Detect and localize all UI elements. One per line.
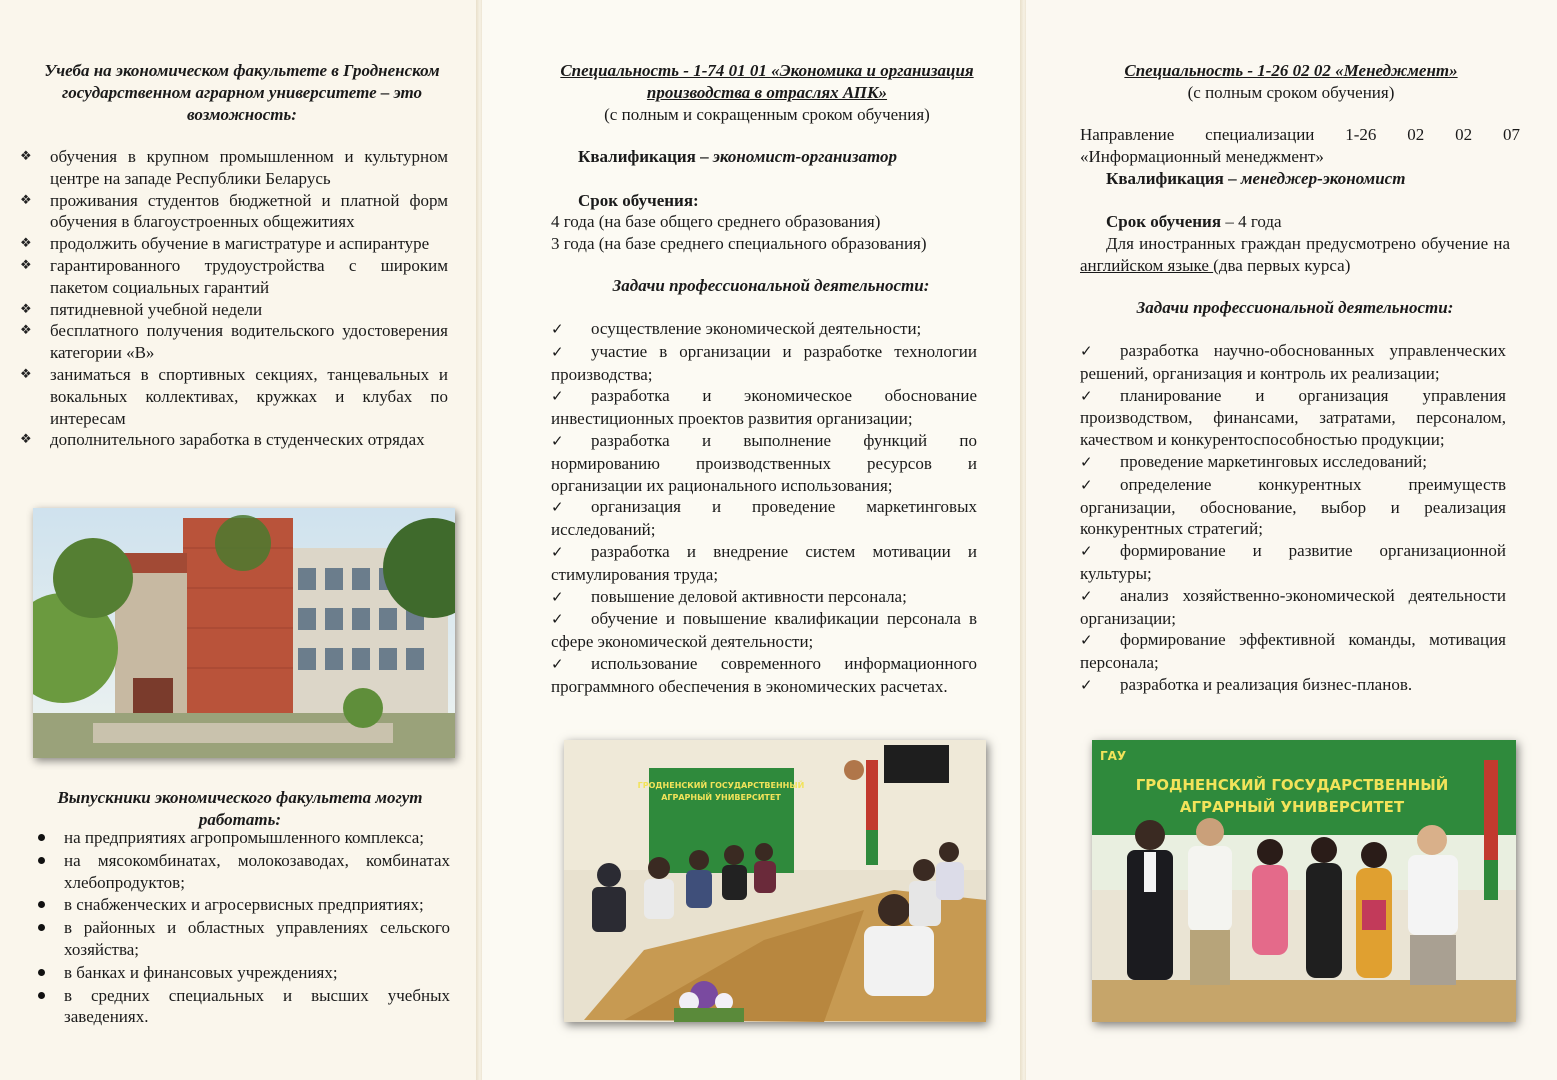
banner-text: АГРАРНЫЙ УНИВЕРСИТЕТ (661, 793, 781, 802)
list-item (16, 146, 448, 190)
list-item-text: на предприятиях агропромышленного комплекса; (64, 828, 424, 847)
dot-bullet-icon (38, 901, 45, 908)
diamond-bullet-icon: ❖ (20, 235, 32, 251)
checkmark-icon: ✓ (551, 387, 564, 406)
graduates-photo (1092, 740, 1516, 1022)
list-item-text: проведение маркетинговых исследований; (1120, 451, 1427, 471)
checkmark-icon: ✓ (1080, 586, 1093, 605)
list-item (30, 962, 450, 984)
checkmark-icon: ✓ (551, 342, 564, 361)
list-item (30, 985, 450, 1029)
diamond-bullet-icon: ❖ (20, 256, 32, 272)
qualification-economics (578, 146, 998, 168)
qualification-management (1106, 168, 1506, 190)
list-item (551, 318, 977, 341)
term-label: Срок обучения: (578, 191, 699, 210)
list-item-text: формирование эффективной команды, мотивация персонала; (1080, 630, 1506, 673)
banner-text: ГРОДНЕНСКИЙ ГОСУДАРСТВЕННЫЙ (1135, 776, 1449, 794)
list-item (30, 894, 450, 916)
graduates-heading: Выпускники экономического факультета могут работать: (57, 788, 423, 829)
list-item-text: в районных и областных управлениях сельского хозяйства; (64, 918, 450, 959)
qualification-dash: – (1223, 169, 1241, 188)
checkmark-icon: ✓ (551, 542, 564, 561)
list-item-text: заниматься в спортивных секциях, танцевальных и вокальных коллективах, кружках и клубах по интересам (50, 364, 448, 428)
list-item-text: в средних специальных и высших учебных заведениях. (64, 985, 450, 1027)
list-item (1080, 674, 1506, 697)
specialty-economics (552, 60, 982, 125)
list-item-text: гарантированного трудоустройства с широким пакетом социальных гарантий (50, 255, 448, 297)
checkmark-icon: ✓ (1080, 342, 1093, 360)
list-item (16, 190, 448, 234)
banner-corner-text: ГАУ (1100, 749, 1127, 763)
term-line: 3 года (на базе среднего специального образования) (551, 233, 927, 253)
term-line: 4 года (на базе общего среднего образования) (551, 212, 881, 231)
opportunities-list (16, 146, 448, 451)
list-item-text: использование современного информационного программного обеспечения в экономических расчетах. (551, 653, 977, 696)
list-item-text: участие в организации и разработке технологии производства; (551, 341, 977, 384)
checkmark-icon: ✓ (551, 610, 564, 629)
specialization-direction: Направление специализации 1-26 02 02 07 «Информационный менеджмент» (1080, 125, 1520, 166)
list-item-text: организация и проведение маркетинговых исследований; (551, 497, 977, 540)
checkmark-icon: ✓ (1080, 631, 1093, 650)
list-item-text: проживания студентов бюджетной и платной форм обучения в благоустроенных общежитиях (50, 190, 448, 232)
checkmark-icon: ✓ (1080, 452, 1093, 471)
foreign-note-suffix: (два первых курса) (1213, 255, 1351, 275)
list-item-text: определение конкурентных преимуществ организации, обоснование, выбор и реализация конкурентных стратегий; (1080, 474, 1506, 539)
list-item-text: продолжить обучение в магистратуре и аспирантуре (50, 234, 430, 254)
graduates-list (30, 827, 450, 1029)
list-item (551, 496, 977, 541)
brochure-panel-left (0, 0, 478, 1080)
dot-bullet-icon (38, 857, 45, 864)
list-item (1080, 385, 1506, 451)
specialty-economics-title: Специальность - 1-74 01 01 «Экономика и организация производства в отраслях АПК» (560, 61, 974, 102)
english-language-link: английском языке (1080, 255, 1214, 275)
specialty-management-title: Специальность - 1-26 02 02 «Менеджмент» (1124, 61, 1458, 80)
diamond-bullet-icon: ❖ (20, 191, 32, 207)
list-item-text: разработка и выполнение функций по нормированию производственных ресурсов и организации их рационального использования; (551, 430, 977, 495)
list-item-text: разработка научно-обоснованных управленческих решений, организация и контроль их реализации; (1080, 341, 1506, 383)
dot-bullet-icon (38, 992, 45, 999)
checkmark-icon: ✓ (551, 587, 564, 606)
diamond-bullet-icon: ❖ (20, 431, 32, 447)
list-item-text: в банках и финансовых учреждениях; (64, 962, 338, 982)
list-item (30, 850, 450, 894)
list-item (1080, 451, 1506, 474)
list-item (1080, 474, 1506, 540)
list-item-text: в снабженческих и агросервисных предприятиях; (64, 895, 424, 915)
list-item (30, 827, 450, 849)
diamond-bullet-icon: ❖ (20, 365, 32, 381)
list-item (1080, 629, 1506, 674)
list-item (16, 364, 448, 429)
list-item-text: повышение деловой активности персонала; (591, 586, 907, 606)
opportunities-heading: Учеба на экономическом факультете в Гродненском государственном аграрном университете – это возможность: (44, 61, 440, 124)
list-item (16, 299, 448, 321)
list-item (551, 586, 977, 609)
university-building-photo (33, 508, 455, 758)
list-item-text: пятидневной учебной недели (50, 299, 263, 319)
term-value: – 4 года (1221, 212, 1282, 231)
list-item-text: разработка и реализация бизнес-планов. (1120, 674, 1413, 694)
brochure-panel-right (1026, 0, 1557, 1080)
tasks-heading: Задачи профессиональной деятельности: (1136, 298, 1454, 317)
list-item-text: дополнительного заработка в студенческих отрядах (50, 430, 425, 450)
checkmark-icon: ✓ (551, 320, 564, 338)
brochure-panel-middle (482, 0, 1022, 1080)
checkmark-icon: ✓ (1080, 675, 1093, 694)
checkmark-icon: ✓ (551, 431, 564, 450)
list-item-text: обучения в крупном промышленном и культурном центре на западе Республики Беларусь (50, 147, 448, 188)
tasks-list-economics (551, 318, 977, 698)
specialty-economics-note: (с полным и сокращенным сроком обучения) (604, 104, 930, 124)
classroom-photo (564, 740, 986, 1022)
dot-bullet-icon (38, 834, 45, 841)
qualification-value: менеджер-экономист (1240, 169, 1406, 188)
list-item-text: формирование и развитие организационной культуры; (1080, 541, 1506, 583)
list-item (551, 541, 977, 586)
qualification-label: Квалификация (578, 147, 696, 166)
foreign-students-note (1080, 233, 1510, 277)
list-item (1080, 585, 1506, 630)
list-item-text: разработка и внедрение систем мотивации и стимулирования труда; (551, 541, 977, 584)
checkmark-icon: ✓ (551, 654, 564, 673)
list-item (551, 653, 977, 698)
banner-text: ГРОДНЕНСКИЙ ГОСУДАРСТВЕННЫЙ (637, 781, 805, 790)
dot-bullet-icon (38, 969, 45, 976)
list-item (1080, 340, 1506, 385)
dot-bullet-icon (38, 924, 45, 931)
checkmark-icon: ✓ (1080, 386, 1093, 405)
list-item (16, 320, 448, 364)
list-item (551, 341, 977, 386)
diamond-bullet-icon: ❖ (20, 300, 32, 316)
list-item-text: анализ хозяйственно-экономической деятельности организации; (1080, 585, 1506, 628)
banner-text: АГРАРНЫЙ УНИВЕРСИТЕТ (1179, 798, 1405, 816)
checkmark-icon: ✓ (1080, 542, 1093, 561)
list-item (16, 429, 448, 451)
list-item-text: разработка и экономическое обоснование инвестиционных проектов развития организации; (551, 386, 977, 429)
qualification-dash: – (695, 147, 713, 166)
diamond-bullet-icon: ❖ (20, 322, 32, 338)
list-item-text: бесплатного получения водительского удостоверения категории «В» (50, 321, 448, 363)
list-item (551, 385, 977, 430)
list-item (551, 430, 977, 496)
list-item (16, 233, 448, 255)
qualification-value: экономист-организатор (712, 147, 898, 166)
list-item-text: осуществление экономической деятельности; (591, 319, 922, 338)
term-label: Срок обучения (1106, 212, 1222, 231)
term-lines (551, 211, 991, 255)
foreign-note-prefix: Для иностранных граждан предусмотрено обучение на (1106, 234, 1510, 253)
list-item (551, 608, 977, 653)
list-item (16, 255, 448, 299)
checkmark-icon: ✓ (1080, 475, 1093, 494)
list-item-text: обучение и повышение квалификации персонала в сфере экономической деятельности; (551, 609, 977, 652)
checkmark-icon: ✓ (551, 498, 564, 517)
tasks-heading: Задачи профессиональной деятельности: (612, 276, 930, 295)
list-item-text: на мясокомбинатах, молокозаводах, комбинатах хлебопродуктов; (64, 850, 450, 892)
specialty-management (1066, 60, 1516, 104)
term-management (1106, 211, 1506, 233)
qualification-label: Квалификация (1106, 169, 1224, 188)
list-item (30, 917, 450, 961)
diamond-bullet-icon: ❖ (20, 148, 32, 163)
list-item (1080, 540, 1506, 585)
specialty-management-note: (с полным сроком обучения) (1187, 82, 1395, 102)
tasks-list-management (1080, 340, 1506, 697)
list-item-text: планирование и организация управления производством, финансами, затратами, персоналом, качеством и конкурентоспособностью продукции; (1080, 385, 1506, 450)
